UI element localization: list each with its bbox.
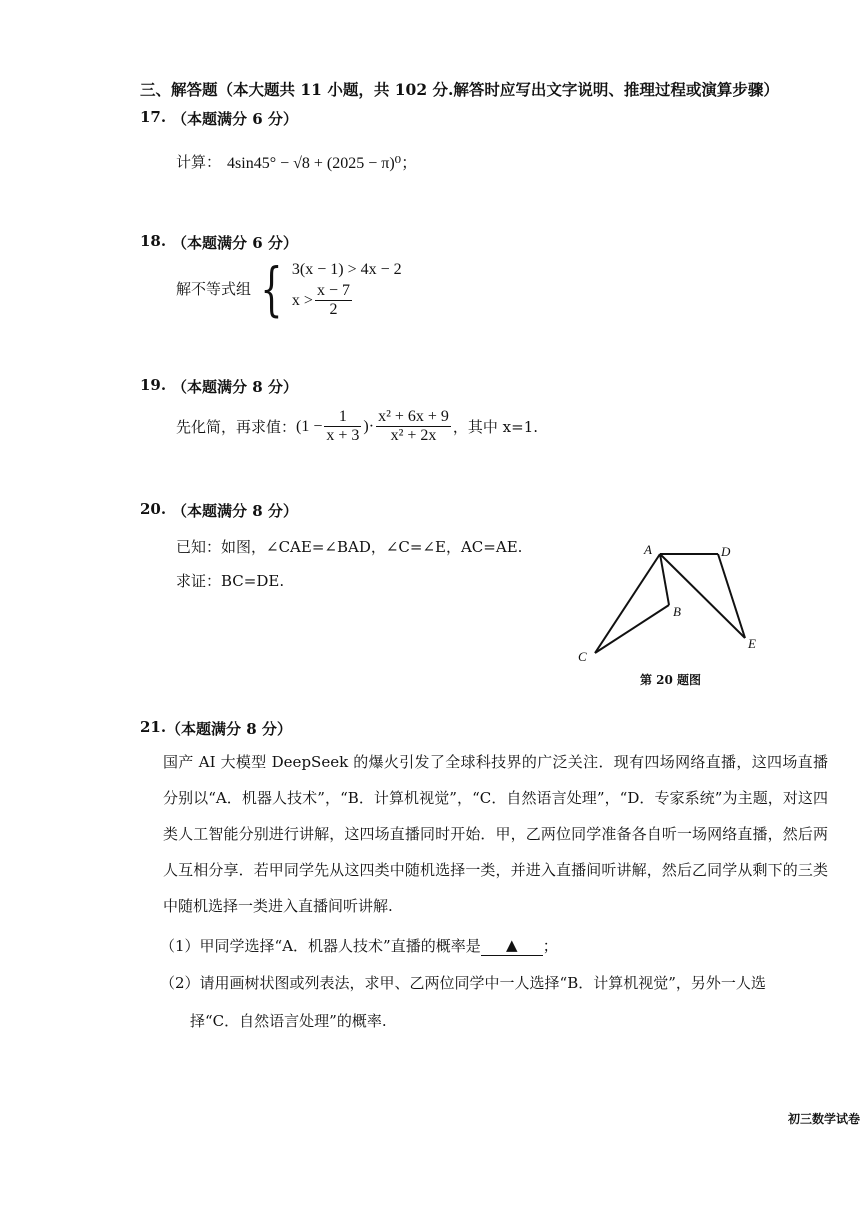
fraction-denominator: x + 3 (326, 427, 360, 444)
section-title: 三、解答题（本大题共 11 小题，共 102 分.解答时应写出文字说明、推理过程或演算步骤） (140, 80, 779, 99)
inequality-system (292, 258, 402, 319)
q20-score: （本题满分 8 分） (172, 502, 298, 520)
q19-tail: ，其中 x=1. (452, 418, 539, 436)
label-A: A (644, 542, 652, 557)
q19-score: （本题满分 8 分） (172, 378, 298, 396)
fraction-denominator: x² + 2x (390, 427, 437, 444)
inequality-1: 3(x − 1) > 4x − 2 (291, 261, 402, 278)
inequality-2 (292, 282, 402, 319)
q18-body (176, 254, 402, 323)
q18-number: 18. (140, 232, 167, 250)
fraction-numerator: x² + 6x + 9 (378, 408, 449, 425)
q18-score: （本题满分 6 分） (172, 234, 298, 252)
q19-body (176, 408, 538, 445)
label-B: B (673, 604, 681, 619)
q20-given: 已知：如图，∠CAE=∠BAD，∠C=∠E，AC=AE. (176, 538, 523, 556)
segment-AC (595, 554, 660, 653)
page-footer-label: 初三数学试卷 (788, 1112, 860, 1126)
q19-fraction-2 (376, 408, 451, 445)
q21-sub1-suffix: ； (542, 937, 558, 955)
q21-paragraph: 国产 AI 大模型 DeepSeek 的爆火引发了全球科技界的广泛关注．现有四场网络直播，这四场直播分别以“A．机器人技术”，“B．计算机视觉”，“C．自然语言处理”，“D．专家系统”为主题，对这四类人工智能分别进行讲解，这四场直播同时开始．甲，乙两位同学准备各自听一场网络直播，然后两人互相分享．若甲同学先从这四类中随机选择一类，并进入直播间听讲解，然后乙同学从剩下的三类中随机选择一类进入直播间听讲解. (163, 753, 828, 915)
figure-caption: 第 20 题图 (640, 673, 702, 687)
q17-body (176, 150, 417, 173)
q21-sub2-line1: （2）请用画树状图或列表法，求甲、乙两位同学中一人选择“B．计算机视觉”，另外一人选 (160, 974, 766, 992)
q21-sub1 (160, 935, 558, 956)
q19-fraction-1 (324, 408, 361, 445)
answer-blank[interactable]: ▲ (481, 935, 543, 956)
label-D: D (721, 544, 731, 559)
q19-number: 19. (140, 376, 167, 394)
q21-score: （本题满分 8 分） (166, 720, 292, 738)
q21-number: 21. (140, 718, 167, 736)
q17-score: （本题满分 6 分） (172, 110, 298, 128)
q21-sub1-text: （1）甲同学选择“A．机器人技术”直播的概率是 (160, 937, 481, 955)
q17-prompt: 计算： (176, 153, 222, 171)
brace-icon: { (260, 254, 283, 323)
fraction-numerator: 1 (324, 408, 361, 427)
q20-figure (570, 535, 770, 695)
q19-prompt: 先化简，再求值： (176, 418, 297, 436)
label-E: E (748, 636, 756, 651)
inequality-2-fraction (315, 282, 352, 319)
q17-expression: 4sin45° − √8 + (2025 − π)⁰； (227, 155, 418, 172)
q21-sub2-line2: 择“C．自然语言处理”的概率. (190, 1012, 387, 1030)
q18-prompt: 解不等式组 (176, 280, 252, 298)
fraction-denominator: 2 (329, 301, 338, 318)
fraction-numerator: x − 7 (316, 282, 350, 299)
inequality-2-lhs: x > (291, 291, 313, 309)
segment-BC (595, 605, 669, 653)
label-C: C (578, 649, 587, 664)
q20-prove: 求证：BC=DE. (176, 572, 285, 590)
q19-close: )· (363, 417, 375, 435)
q20-number: 20. (140, 500, 167, 518)
q17-number: 17. (140, 108, 167, 126)
q19-open: (1 − (296, 417, 323, 435)
